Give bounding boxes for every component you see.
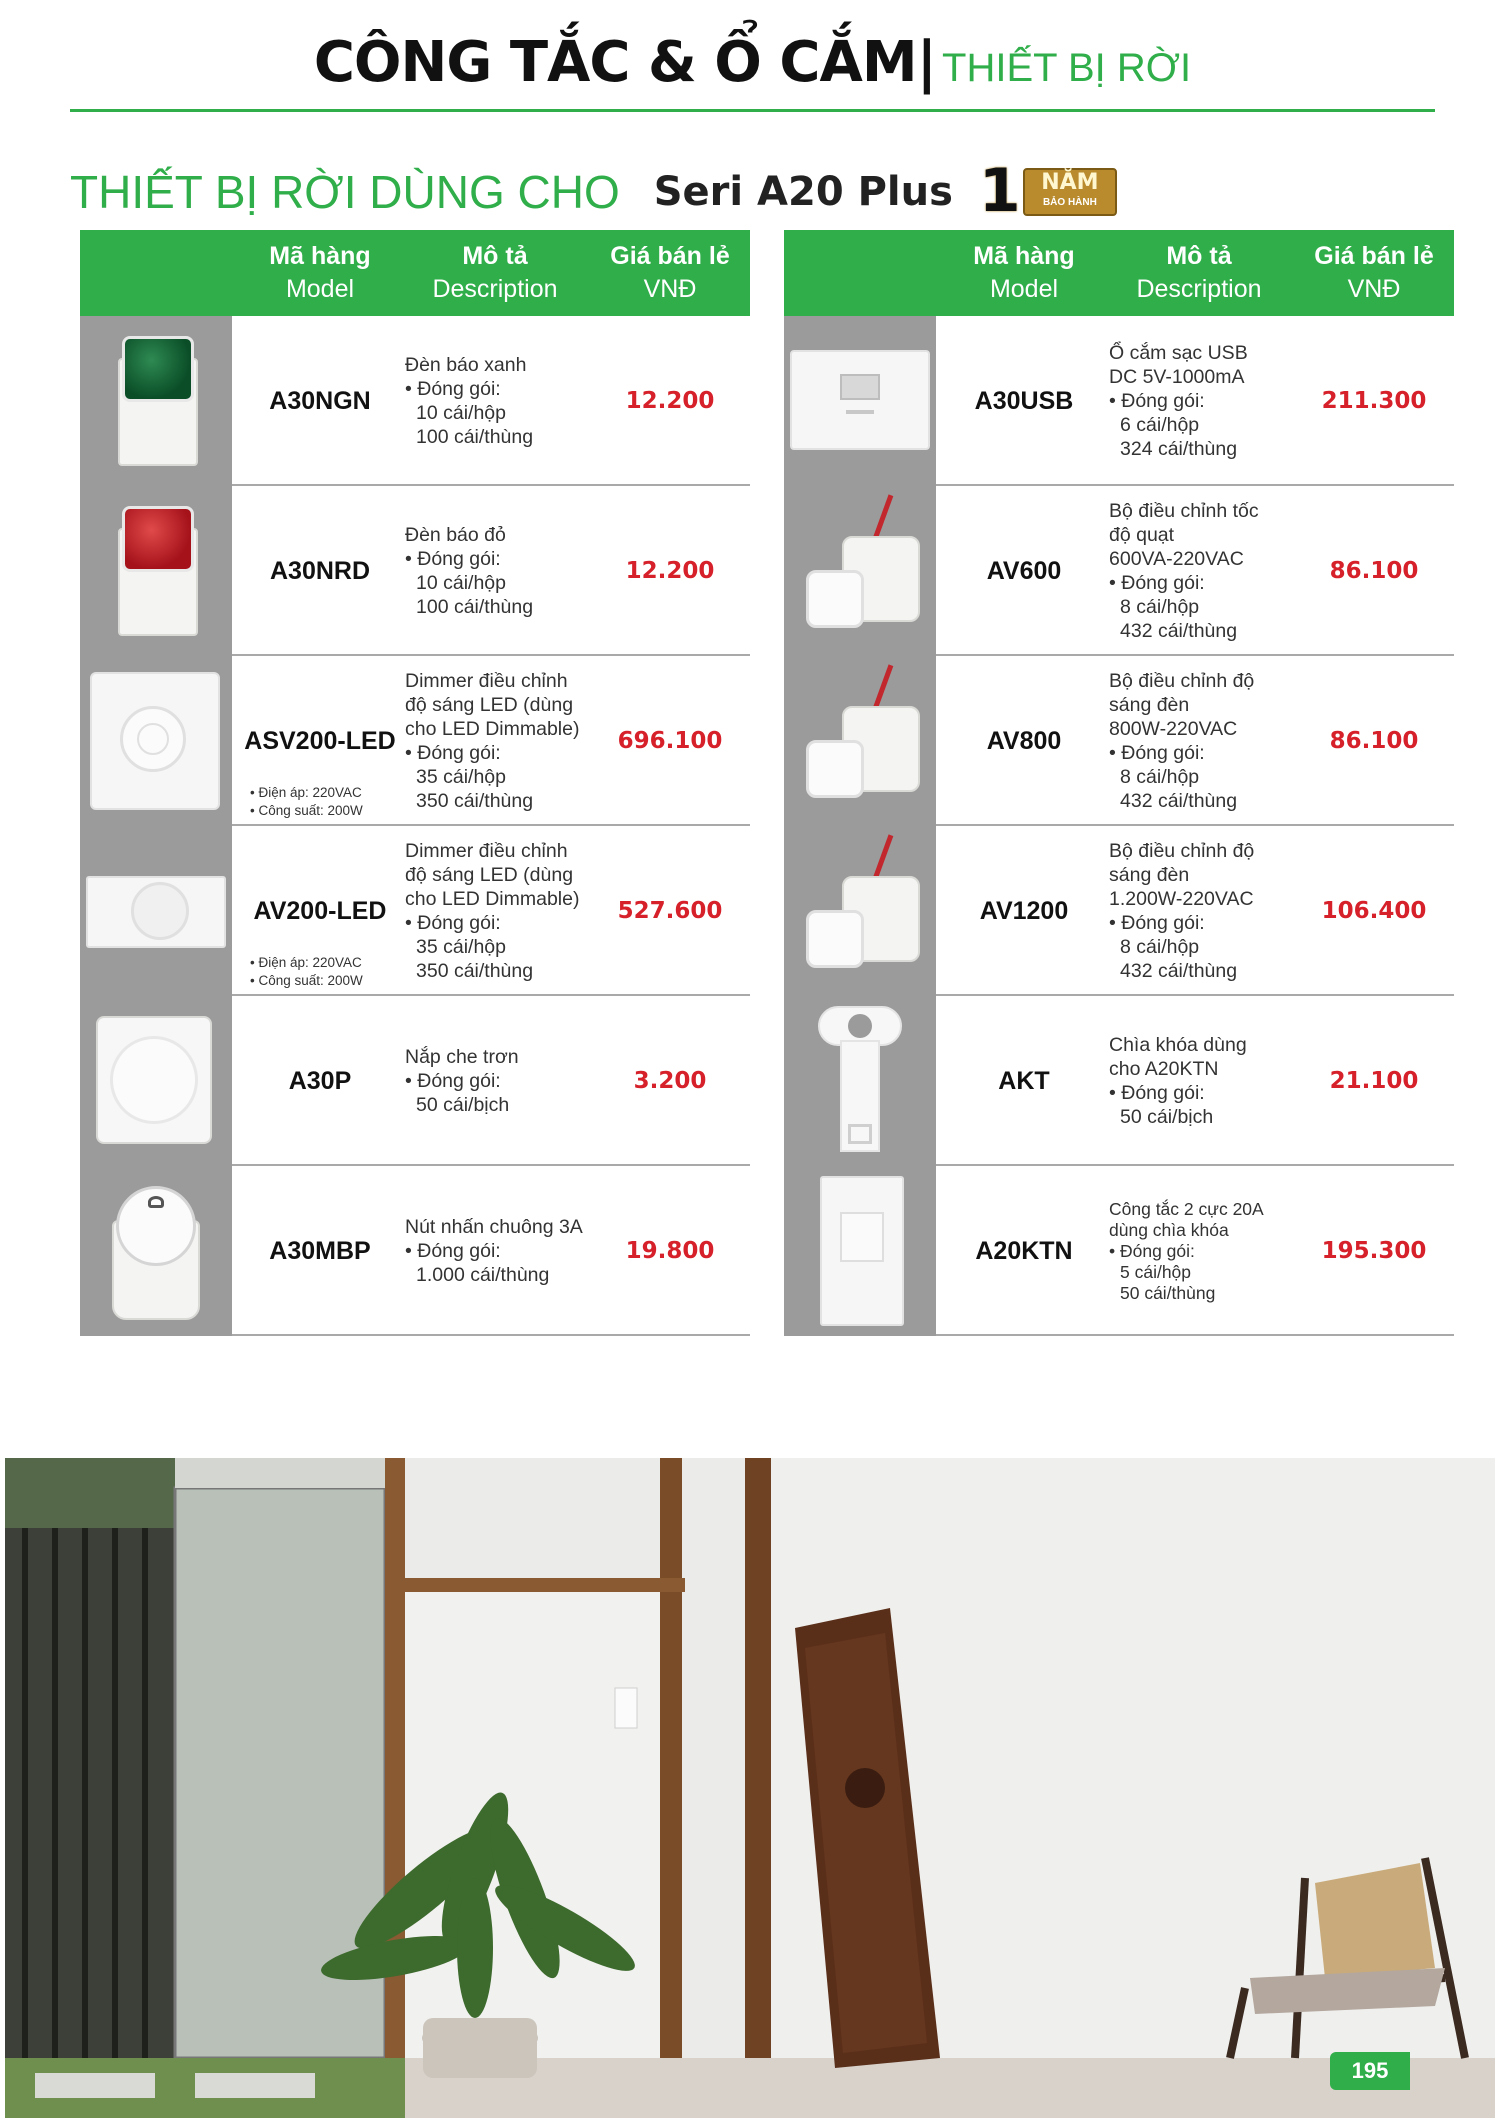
blank-cover-icon [96, 1016, 212, 1144]
page-subtitle: THIẾT BỊ RỜI [942, 46, 1192, 90]
page-header [70, 30, 1435, 112]
usb-charger-socket-icon [790, 350, 930, 450]
interior-photo [5, 1458, 1495, 2118]
product-specs: • Điện áp: 220VAC • Công suất: 200W [250, 955, 363, 988]
product-image [784, 656, 936, 826]
product-price: 696.100 [617, 728, 723, 754]
header-description: Mô tả Description [1136, 242, 1262, 303]
product-model: AV200-LED [253, 896, 387, 925]
product-image [80, 656, 232, 826]
warranty-unit: NĂM [1041, 170, 1099, 195]
product-table-left [80, 230, 750, 1336]
product-price: 12.200 [625, 558, 715, 584]
table-row [784, 996, 1454, 1166]
product-price: 195.300 [1321, 1238, 1427, 1264]
section-heading [70, 152, 1370, 232]
warranty-badge [978, 156, 1117, 226]
product-image [80, 316, 232, 486]
product-model: A30P [288, 1066, 352, 1095]
product-image [784, 486, 936, 656]
table-row [80, 656, 750, 826]
product-description: Bộ điều chỉnh độ sáng đèn 1.200W-220VAC • Đóng gói: 8 cái/hộp 432 cái/thùng [1109, 840, 1255, 982]
table-row [784, 486, 1454, 656]
fan-speed-controller-icon [792, 492, 932, 652]
table-row [784, 316, 1454, 486]
product-price: 527.600 [617, 898, 723, 924]
product-price: 19.800 [625, 1238, 715, 1264]
product-model: A20KTN [975, 1236, 1073, 1265]
table-row [80, 1166, 750, 1336]
product-image [784, 996, 936, 1166]
product-table-right [784, 230, 1454, 1336]
product-description: Đèn báo đỏ • Đóng gói: 10 cái/hộp 100 cái/thùng [405, 524, 534, 618]
product-description: Dimmer điều chỉnh độ sáng LED (dùng cho LED Dimmable) • Đóng gói: 35 cái/hộp 350 cái/thùng [405, 670, 580, 812]
led-dimmer-module-icon [86, 876, 226, 948]
table-row [80, 996, 750, 1166]
product-model: A30NGN [269, 386, 371, 415]
red-indicator-light-icon [110, 506, 206, 638]
interior-photo-illustration [5, 1458, 1495, 2118]
header-price: Giá bán lẻ VNĐ [1314, 242, 1434, 303]
product-description: Dimmer điều chỉnh độ sáng LED (dùng cho LED Dimmable) • Đóng gói: 35 cái/hộp 350 cái/thùng [405, 840, 580, 982]
product-image [784, 826, 936, 996]
led-dimmer-plate-icon [90, 672, 220, 810]
table-header [784, 230, 1454, 316]
table-row [784, 1166, 1454, 1336]
product-price: 211.300 [1321, 388, 1427, 414]
product-image [784, 316, 936, 486]
product-model: ASV200-LED [244, 726, 396, 755]
table-row [80, 826, 750, 996]
light-dimmer-1200w-icon [792, 832, 932, 992]
header-price: Giá bán lẻ VNĐ [610, 242, 730, 303]
header-description: Mô tả Description [432, 242, 558, 303]
product-model: AV800 [986, 726, 1062, 755]
section-title: THIẾT BỊ RỜI DÙNG CHO [70, 166, 620, 218]
page-title: CÔNG TẮC & Ổ CẮM| [313, 30, 937, 95]
product-price: 21.100 [1329, 1068, 1419, 1094]
product-price: 86.100 [1329, 728, 1419, 754]
warranty-label: BẢO HÀNH [1042, 197, 1097, 208]
table-header [80, 230, 750, 316]
product-model: A30NRD [269, 556, 371, 585]
bell-push-button-icon [106, 1180, 206, 1326]
warranty-box [1023, 168, 1117, 216]
product-model: A30MBP [269, 1236, 371, 1265]
key-card-icon [818, 1006, 902, 1156]
light-dimmer-800w-icon [792, 662, 932, 822]
product-description: Bộ điều chỉnh tốc độ quạt 600VA-220VAC • Đóng gói: 8 cái/hộp 432 cái/thùng [1109, 500, 1259, 642]
product-price: 106.400 [1321, 898, 1427, 924]
key-switch-icon [820, 1176, 904, 1326]
product-image [784, 1166, 936, 1336]
table-row [80, 316, 750, 486]
product-image [80, 826, 232, 996]
warranty-number: 1 [978, 156, 1021, 226]
product-description: Ổ cắm sạc USB DC 5V-1000mA • Đóng gói: 6 cái/hộp 324 cái/thùng [1109, 342, 1248, 460]
product-model: AV1200 [979, 896, 1069, 925]
product-specs: • Điện áp: 220VAC • Công suất: 200W [250, 785, 363, 818]
product-price: 12.200 [625, 388, 715, 414]
product-description: Đèn báo xanh • Đóng gói: 10 cái/hộp 100 cái/thùng [405, 354, 534, 448]
table-row [784, 656, 1454, 826]
page-number: 195 [1330, 2052, 1410, 2090]
product-image [80, 996, 232, 1166]
product-description: Nút nhấn chuông 3A • Đóng gói: 1.000 cái/thùng [405, 1216, 583, 1286]
product-description: Công tắc 2 cực 20A dùng chìa khóa • Đóng gói: 5 cái/hộp 50 cái/thùng [1109, 1198, 1264, 1303]
series-name: Seri A20 Plus [653, 169, 953, 215]
header-model: Mã hàng Model [973, 242, 1075, 303]
product-price: 86.100 [1329, 558, 1419, 584]
header-model: Mã hàng Model [269, 242, 371, 303]
product-description: Bộ điều chỉnh độ sáng đèn 800W-220VAC • Đóng gói: 8 cái/hộp 432 cái/thùng [1109, 670, 1255, 812]
product-price: 3.200 [633, 1068, 707, 1094]
product-description: Nắp che trơn • Đóng gói: 50 cái/bịch [405, 1046, 519, 1116]
table-row [80, 486, 750, 656]
product-model: AV600 [986, 556, 1062, 585]
product-model: AKT [998, 1066, 1050, 1095]
product-description: Chìa khóa dùng cho A20KTN • Đóng gói: 50 cái/bịch [1109, 1034, 1247, 1128]
table-row [784, 826, 1454, 996]
product-model: A30USB [974, 386, 1074, 415]
green-indicator-light-icon [110, 336, 206, 468]
product-image [80, 486, 232, 656]
product-image [80, 1166, 232, 1336]
